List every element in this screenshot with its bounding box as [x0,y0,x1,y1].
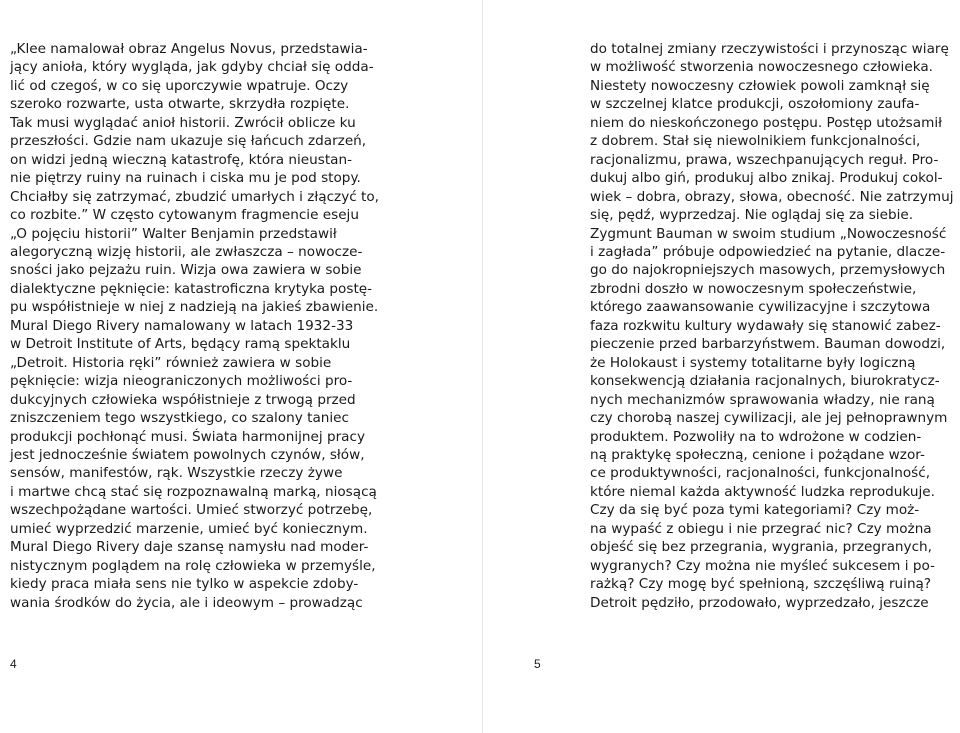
text-line: Tak musi wyglądać anioł historii. Zwrócił oblicze ku [10,114,356,131]
text-line: którego zaawansowanie cywilizacyjne i szczytowa [590,299,931,316]
text-line: lić od czegoś, w co się uporczywie wpatruje. Oczy [10,77,349,94]
text-line: „Klee namalował obraz Angelus Novus, przedstawia- [10,41,368,57]
page-number-left: 4 [10,657,17,671]
text-line: wania środków do życia, ale i ideowym – prowadząc [10,594,363,611]
text-line: Zygmunt Bauman w swoim studium „Nowoczesność [590,225,947,242]
text-line: Niestety nowoczesny człowiek powoli zamknął się [590,77,930,94]
text-line: objeść się bez przegrania, wygrania, przegranych, [590,539,932,556]
text-line: produktem. Pozwoliły na to wdrożone w codzien- [590,428,922,445]
text-line: i martwe chcą stać się rozpoznawalną marką, niosącą [10,483,377,500]
text-line: sensów, manifestów, rąk. Wszystkie rzeczy żywe [10,465,343,482]
text-line: na wypaść z obiegu i nie przegrać nic? Czy można [590,520,932,537]
text-line: że Holokaust i systemy totalitarne były logiczną [590,354,916,371]
text-line: „Detroit. Historia ręki” również zawiera w sobie [10,354,332,371]
text-line: jest jednocześnie światem powolnych czynów, słów, [10,446,365,463]
text-line: niem do nieskończonego postępu. Postęp utożsamił [590,114,942,131]
text-line: sności jako pejzażu ruin. Wizja owa zawiera w sobie [10,262,362,279]
text-line: on widzi jedną wieczną katastrofę, która nieustan- [10,151,353,168]
text-line: zniszczeniem tego wszystkiego, co szalony taniec [10,410,350,427]
text-line: które niemal każda aktywność ludzka reprodukuje. [590,483,935,500]
text-line: z dobrem. Stał się niewolnikiem funkcjonalności, [590,133,921,150]
text-line: kiedy praca miała sens nie tylko w aspekcie zdoby- [10,576,359,593]
text-line: co rozbite.” W często cytowanym fragmencie eseju [10,207,359,224]
text-line: nistycznym poglądem na rolę człowieka w przemyśle, [10,557,376,574]
text-line: Chciałby się zatrzymać, zbudzić umarłych i złączyć to, [10,188,379,205]
text-line: dialektyczne pęknięcie: katastroficzna krytyka postę- [10,280,373,297]
text-line: nych mechanizmów sprawowania władzy, nie raną [590,391,935,408]
text-line: ną praktykę społeczną, cenione i pożądane wzor- [590,446,925,463]
text-line: Detroit pędziło, przodowało, wyprzedzało, jeszcze [590,594,929,611]
text-line: się, pędź, wyprzedzaj. Nie oglądaj się za siebie. [590,207,914,224]
page-number-right: 5 [534,657,541,671]
text-line: Mural Diego Rivery daje szansę namysłu nad moder- [10,539,369,556]
text-line: dukuj albo giń, produkuj albo znikaj. Produkuj cokol- [590,170,943,187]
text-line: alegoryczną wizję historii, ale zwłaszcza – nowocze- [10,243,363,260]
text-line: racjonalizmu, prawa, wszechpanujących reguł. Pro- [590,151,939,168]
text-line: „O pojęciu historii” Walter Benjamin przedstawił [10,225,337,242]
text-line: produkcji pochłonąć musi. Świata harmonijnej pracy [10,428,366,445]
text-line: i zagłada” próbuje odpowiedzieć na pytanie, dlacze- [590,243,946,260]
text-line: faza rozkwitu kultury wydawały się stanowić zabez- [590,317,941,334]
text-line: w szczelnej klatce produkcji, oszołomiony zaufa- [590,96,920,113]
text-line: wszechpożądane wartości. Umieć stworzyć potrzebę, [10,502,373,519]
text-line: przeszłości. Gdzie nam ukazuje się łańcuch zdarzeń, [10,133,367,150]
text-line: wygranych? Czy można nie myśleć sukcesem i po- [590,557,935,574]
text-line: do totalnej zmiany rzeczywistości i przynosząc wiarę [590,41,949,57]
text-line: dukcyjnych człowieka współistnieje z trwogą przed [10,391,356,408]
text-line: wiek – dobra, obrazy, słowa, obecność. Nie zatrzymuj [590,188,954,205]
text-line: w Detroit Institute of Arts, będący ramą spektaklu [10,336,351,353]
text-line: rażką? Czy mogę być spełnioną, szczęśliwą ruiną? [590,576,932,593]
page-gutter [482,0,483,733]
text-line: pęknięcie: wizja nieograniczonych możliwości pro- [10,373,353,390]
text-line: w możliwość stworzenia nowoczesnego człowieka. [590,59,933,76]
text-line: Czy da się być poza tymi kategoriami? Czy moż- [590,502,920,519]
left-page-text [10,40,379,612]
text-line: zbrodni doszło w nowoczesnym społeczeństwie, [590,280,917,297]
text-line: go do najokropniejszych masowych, przemysłowych [590,262,946,279]
text-line: czy chorobą naszej cywilizacji, ale jej pełnoprawnym [590,410,948,427]
text-line: pieczenie przed barbarzyństwem. Bauman dowodzi, [590,336,946,353]
text-line: jący anioła, który wygląda, jak gdyby chciał się odda- [10,59,374,76]
text-line: nie piętrzy ruiny na ruinach i ciska mu je pod stopy. [10,170,361,187]
right-page-text [590,40,954,612]
text-line: pu współistnieje w niej z nadzieją na jakieś zbawienie. [10,299,379,316]
text-line: Mural Diego Rivery namalowany w latach 1932-33 [10,317,354,334]
text-line: konsekwencją działania racjonalnych, biurokratycz- [590,373,940,390]
text-line: ce produktywności, racjonalności, funkcjonalność, [590,465,931,482]
text-line: szeroko rozwarte, usta otwarte, skrzydła rozpięte. [10,96,350,113]
text-line: umieć wyprzedzić marzenie, umieć być koniecznym. [10,520,368,537]
